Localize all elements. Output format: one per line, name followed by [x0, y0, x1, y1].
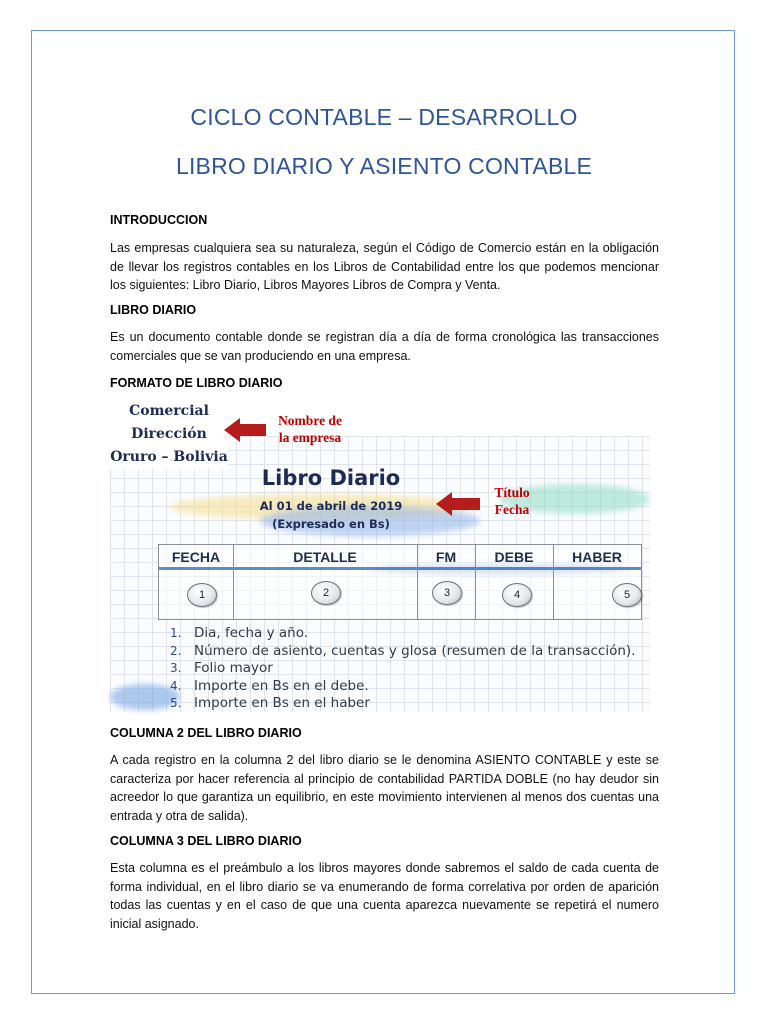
note-company-line-1: Nombre de — [278, 413, 342, 428]
company-line-2: Dirección — [131, 426, 207, 442]
book-expressed: (Expresado en Bs) — [272, 517, 390, 531]
list-item — [170, 625, 635, 643]
libro-diario-format-figure — [110, 396, 650, 716]
col-fm: FM — [435, 549, 457, 565]
list-item — [170, 695, 635, 713]
list-item-text: Folio mayor — [194, 660, 273, 676]
list-number: 1. — [170, 626, 182, 640]
list-item-text: Número de asiento, cuentas y glosa (resumen de la transacción). — [194, 642, 636, 659]
ledger-table — [158, 544, 642, 620]
book-title: Libro Diario — [261, 466, 401, 490]
column-number-2: 2 — [311, 581, 341, 605]
header-underline — [159, 567, 641, 570]
company-line-1: Comercial — [129, 403, 209, 419]
note-company — [270, 412, 350, 446]
list-number: 3. — [170, 661, 182, 675]
column-legend-list — [170, 625, 635, 713]
formato-heading: FORMATO DE LIBRO DIARIO — [110, 376, 283, 390]
note-company-line-2: la empresa — [278, 430, 342, 445]
columna-3-heading: COLUMNA 3 DEL LIBRO DIARIO — [110, 834, 302, 848]
col-fecha: FECHA — [171, 549, 221, 565]
company-name — [110, 400, 228, 469]
note-title — [482, 484, 542, 518]
list-number: 2. — [170, 643, 182, 658]
column-number-5: 5 — [612, 583, 642, 607]
note-title-line-1: Título — [494, 485, 530, 500]
column-number-4: 4 — [502, 583, 532, 607]
columna-2-paragraph: A cada registro en la columna 2 del libro diario se le denomina ASIENTO CONTABLE y este se caracteriza por hacer referencia al principio de contabilidad PARTIDA DOBLE (no hay deudor sin acreedor lo que garantiza un equilibrio, en este movimiento intervienen al menos dos cuentas una entrada y otra de salida). — [110, 753, 659, 823]
columna-2-heading: COLUMNA 2 DEL LIBRO DIARIO — [110, 726, 302, 740]
list-item-text: Importe en Bs en el haber — [194, 695, 370, 711]
col-detalle: DETALLE — [293, 549, 357, 565]
list-item-text: Importe en Bs en el debe. — [194, 677, 369, 694]
list-number: 5. — [170, 696, 182, 710]
list-item — [170, 643, 635, 661]
col-haber: HABER — [572, 549, 622, 565]
list-item — [170, 678, 635, 696]
arrow-title-shaft — [450, 498, 480, 510]
intro-paragraph: Las empresas cualquiera sea su naturaleza, según el Código de Comercio están en la obligación de llevar los registros contables en los Libros de Contabilidad entre los que podemos mencionar los siguientes: Libro Diario, Libros Mayores Libros de Compra y Venta. — [110, 241, 659, 292]
libro-diario-paragraph: Es un documento contable donde se registran día a día de forma cronológica las transacciones comerciales que se van produciendo en una empresa. — [110, 330, 659, 363]
note-title-line-2: Fecha — [494, 502, 530, 517]
document-title: CICLO CONTABLE – DESARROLLO — [190, 104, 578, 130]
columna-3-paragraph: Esta columna es el preámbulo a los libros mayores donde sabremos el saldo de cada cuenta de forma individual, en el libro diario se va enumerando de forma correlativa por orden de aparición todas las cuentas y en el caso de que una cuenta aparezca nuevamente se repetirá el numero inicial asignado. — [110, 861, 659, 931]
intro-heading: INTRODUCCION — [110, 213, 208, 227]
arrow-company-shaft — [238, 424, 266, 436]
col-debe: DEBE — [494, 549, 534, 565]
list-number: 4. — [170, 678, 182, 693]
column-number-3: 3 — [432, 581, 462, 605]
list-item-text: Dia, fecha y año. — [194, 625, 309, 641]
column-number-1: 1 — [187, 583, 217, 607]
document-subtitle: LIBRO DIARIO Y ASIENTO CONTABLE — [175, 153, 593, 179]
list-item — [170, 660, 635, 678]
company-line-3: Oruro – Bolivia — [110, 449, 228, 465]
libro-diario-heading: LIBRO DIARIO — [110, 303, 197, 317]
book-date: Al 01 de abril de 2019 — [259, 499, 403, 513]
